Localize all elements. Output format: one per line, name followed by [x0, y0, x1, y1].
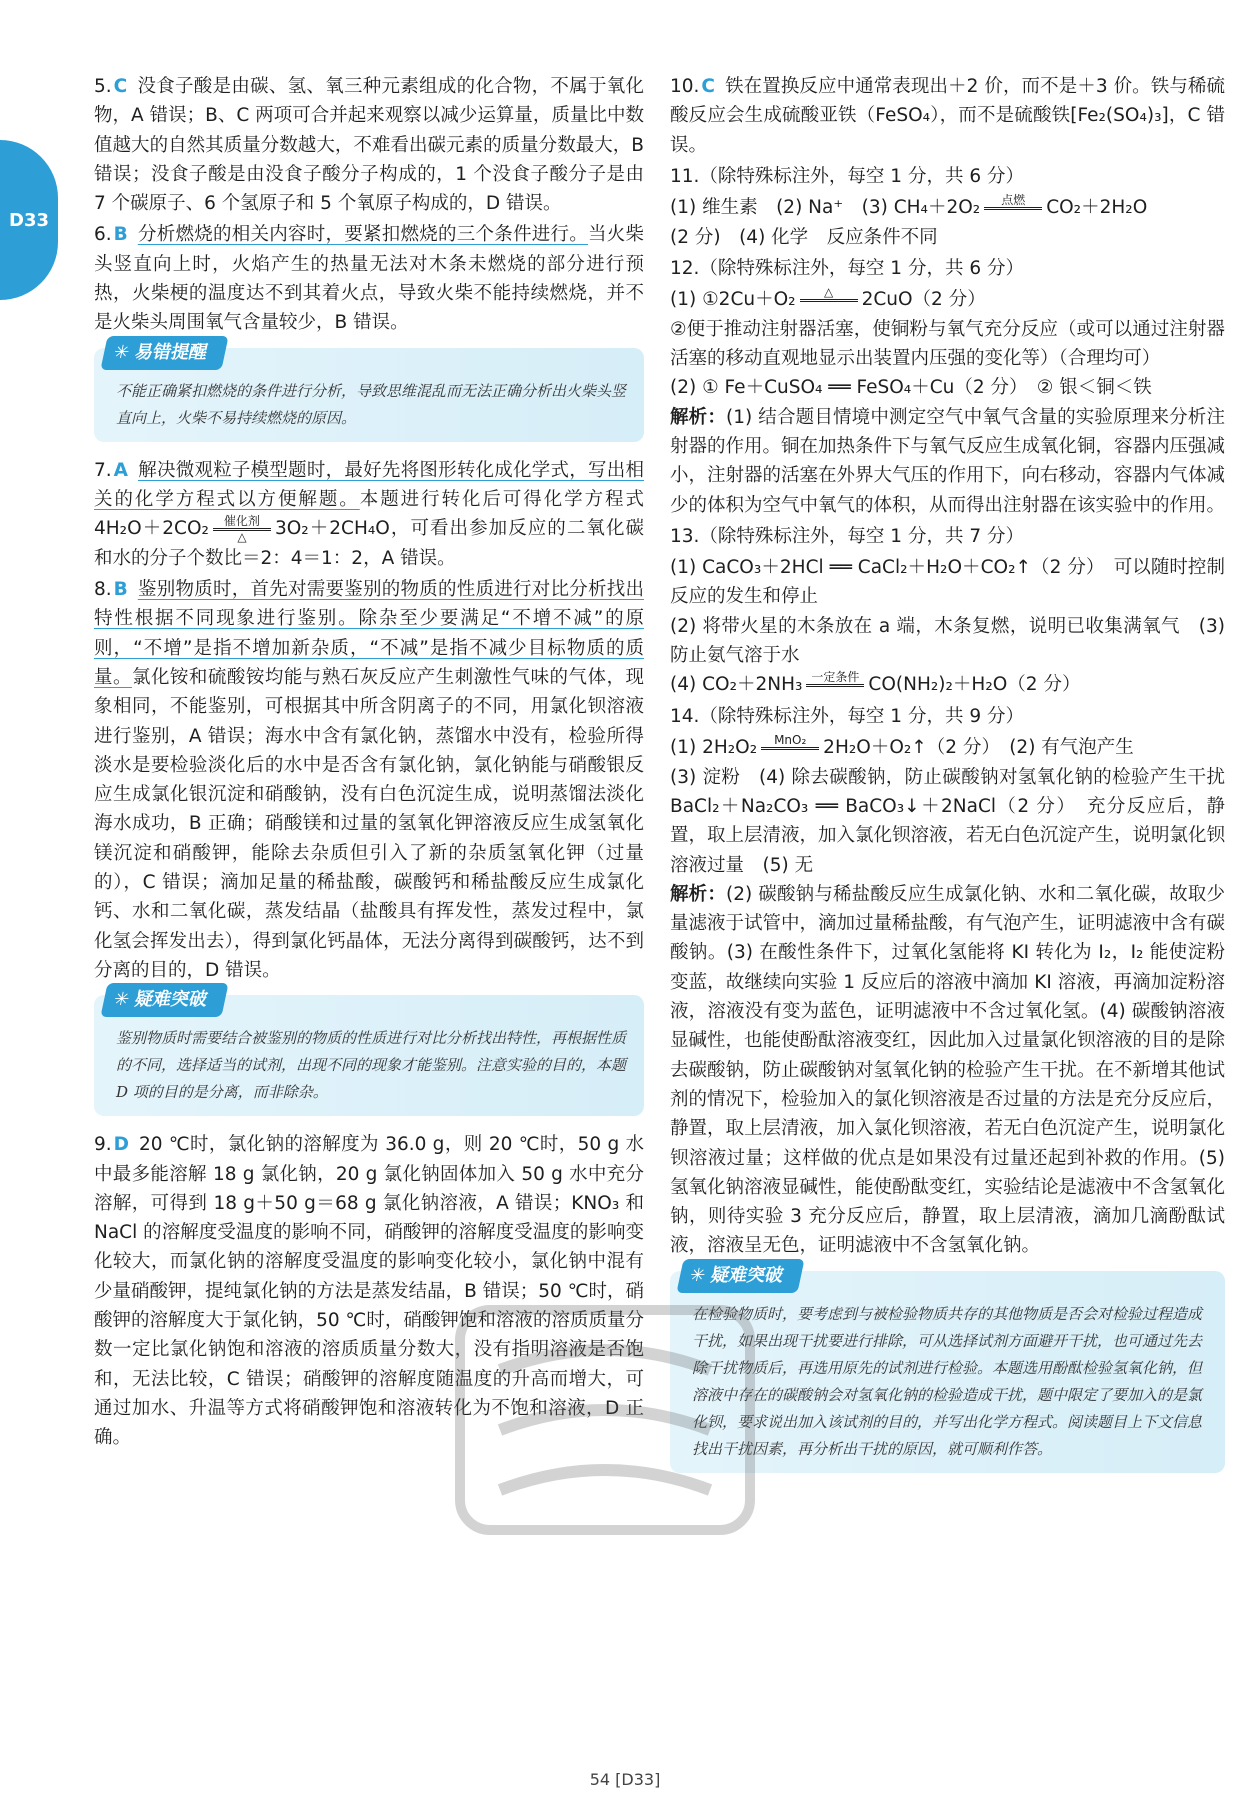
reaction-arrow: 点燃	[984, 194, 1042, 223]
page-number: 54	[589, 1770, 611, 1789]
sparkle-icon: ✳	[687, 1264, 708, 1286]
sparkle-icon: ✳	[111, 989, 132, 1011]
tip-title: ✳疑难突破	[100, 983, 228, 1017]
tip-box-difficulty-2: ✳疑难突破 在检验物质时，要考虑到与被检验物质共存的其他物质是否会对检验过程造成干扰，如果出现干扰要进行排除，可从选择试剂方面避开干扰，也可通过先去除干扰物质后，再选用原先的试剂进行检验。本题选用酚酞检验氢氧化钠，但溶液中存在的碳酸钠会对氢氧化钠的检验造成干扰，题中限定了要加入的是氯化钡，要求说出加入该试剂的目的，并写出化学方程式。阅读题目上下文信息找出干扰因素，再分析出干扰的原因，就可顺利作答。	[670, 1271, 1225, 1473]
reaction-arrow: 一定条件	[806, 671, 864, 700]
reaction-arrow: MnO₂	[761, 734, 819, 763]
answer-13-heading: 13.（除特殊标注外，每空 1 分，共 7 分）	[670, 525, 1024, 547]
answer-8: 8. B 鉴别物质时，首先对需要鉴别的物质的性质进行对比分析找出特性根据不同现象进行鉴别。除杂至少要满足“不增不减”的原则，“不增”是指不增加新杂质，“不减”是指不减少目标物质的质量。氯化铵和硫酸铵均能与熟石灰反应产生刺激性气味的气体，现象相同，不能鉴别，可根据其中所含阴离子的不同，用氯化钡溶液进行鉴别，A 错误；海水中含有氯化钠，蒸馏水中没有，检验所得淡水是要检验淡化后的水中是否含有氯化钠，氯化钠能与硝酸银反应生成氯化银沉淀和硝酸钠，没有白色沉淀生成，说明蒸馏法淡化海水成功，B 正确；硝酸镁和过量的氢氧化钾溶液反应生成氢氧化镁沉淀和硝酸钾，能除去杂质但引入了新的杂质氢氧化钾（过量的），C 错误；滴加足量的稀盐酸，碳酸钙和稀盐酸反应生成氯化钙、水和二氧化碳，蒸发结晶（盐酸具有挥发性，蒸发过程中，氯化氢会挥发出去），得到氯化钙晶体，无法分离得到碳酸钙，达不到分离的目的，D 错误。	[94, 579, 644, 981]
answer-letter: C	[701, 76, 715, 97]
answer-5: 5. C 没食子酸是由碳、氢、氧三种元素组成的化合物，不属于氧化物，A 错误；B、C 两项可合并起来观察以减少运算量，质量比中数值越大的自然其质量分数越大，不难看出碳元素的质量分数最大，B 错误；没食子酸是由没食子酸分子构成的，1 个没食子酸分子是由 7 个碳原子、6 个氢原子和 5 个氧原子构成的，D 错误。	[94, 76, 644, 215]
answer-6: 6. B 分析燃烧的相关内容时，要紧扣燃烧的三个条件进行。当火柴头竖直向上时，火焰产生的热量无法对木条未燃烧的部分进行预热，火柴梗的温度达不到其着火点，导致火柴不能持续燃烧，并不是火柴头周围氧气含量较少，B 错误。	[94, 224, 644, 334]
page-code: D33	[621, 1770, 655, 1789]
answer-letter: A	[113, 459, 128, 481]
chapter-tab-label: D33	[9, 209, 49, 231]
tip-title: ✳易错提醒	[100, 336, 228, 370]
answer-letter: C	[113, 76, 128, 97]
tip-box-error: ✳易错提醒 不能正确紧扣燃烧的条件进行分析，导致思维混乱而无法正确分析出火柴头竖直向上，火柴不易持续燃烧的原因。	[94, 348, 644, 442]
answer-letter: D	[113, 1134, 130, 1156]
answer-14: (1) 2H₂O₂ MnO₂ 2H₂O＋O₂↑（2 分） (2) 有气泡产生 (3) 淀粉 (4) 除去碳酸钠，防止碳酸钠对氢氧化钠的检验产生干扰 BaCl₂＋Na₂CO₃ ══ BaCO₃↓＋2NaCl（2 分） 充分反应后，静置，取上层清液，加入氯化钡溶液，若无白色沉淀产生，说明氯化钡溶液过量 (5) 无 解析：(2) 碳酸钠与稀盐酸反应生成氯化钠、水和二氧化碳，故取少量滤液于试管中，滴加过量稀盐酸，有气泡产生，证明滤液中含有碳酸钠。(3) 在酸性条件下，过氧化氢能将 KI 转化为 I₂，I₂ 能使淀粉变蓝，故继续向实验 1 反应后的溶液中滴加 KI 溶液，再滴加淀粉溶液，溶液没有变为蓝色，证明滤液中不含过氧化氢。(4) 碳酸钠溶液显碱性，也能使酚酞溶液变红，因此加入过量氯化钡溶液的目的是除去碳酸钠，防止碳酸钠对氢氧化钠的检验产生干扰。在不新增其他试剂的情况下，检验加入的氯化钡溶液是否过量的方法是充分反应后，静置，取上层清液，加入氯化钡溶液，若无白色沉淀产生，说明氯化钡溶液过量；这样做的优点是如果没有过量还起到补救的作用。(5) 氢氧化钠溶液显碱性，能使酚酞变红，实验结论是滤液中不含氢氧化钠，则待实验 3 充分反应后，静置，取上层清液，滴加几滴酚酞试液，溶液呈无色，证明滤液中不含氢氧化钠。	[670, 732, 1244, 1257]
answer-11: (1) 维生素 (2) Na⁺ (3) CH₄＋2O₂ 点燃 CO₂＋2H₂O (2 分) (4) 化学 反应条件不同	[670, 192, 1148, 248]
reaction-arrow: △	[800, 286, 858, 315]
page-footer: 54 [D33]	[589, 1770, 661, 1789]
reaction-arrow: 催化剂 △	[213, 515, 271, 544]
answer-11-heading: 11.（除特殊标注外，每空 1 分，共 6 分）	[670, 165, 1024, 187]
tip-title: ✳疑难突破	[676, 1259, 804, 1293]
answer-letter: B	[113, 224, 128, 246]
sparkle-icon: ✳	[111, 341, 132, 363]
tip-box-difficulty: ✳疑难突破 鉴别物质时需要结合被鉴别的物质的性质进行对比分析找出特性，再根据性质的不同，选择适当的试剂，出现不同的现象才能鉴别。注意实验的目的，本题 D 项的目的是分离，而非除杂。	[94, 995, 644, 1116]
answer-letter: B	[113, 579, 128, 601]
answer-12-heading: 12.（除特殊标注外，每空 1 分，共 6 分）	[670, 257, 1024, 279]
left-column	[94, 72, 644, 1454]
answer-10: 10. C 铁在置换反应中通常表现出＋2 价，而不是＋3 价。铁与稀硫酸反应会生成硫酸亚铁（FeSO₄），而不是硫酸铁[Fe₂(SO₄)₃]，C 错误。	[670, 76, 1225, 156]
answer-14-heading: 14.（除特殊标注外，每空 1 分，共 9 分）	[670, 705, 1024, 727]
right-column	[670, 72, 1244, 1487]
answer-9: 9. D 20 ℃时，氯化钠的溶解度为 36.0 g，则 20 ℃时，50 g 水中最多能溶解 18 g 氯化钠，20 g 氯化钠固体加入 50 g 水中充分溶解，可得到 18 g＋50 g＝68 g 氯化钠溶液，A 错误；KNO₃ 和 NaCl 的溶解度受温度的影响不同，硝酸钾的溶解度受温度的影响变化较大，而氯化钠的溶解度受温度的影响变化较小，氯化钠中混有少量硝酸钾，提纯氯化钠的方法是蒸发结晶，B 错误；50 ℃时，硝酸钾的溶解度大于氯化钠，50 ℃时，硝酸钾饱和溶液的溶质质量分数一定比氯化钠饱和溶液的溶质质量分数大，没有指明溶液是否饱和，无法比较，C 错误；硝酸钾的溶解度随温度的升高而增大，可通过加水、升温等方式将硝酸钾饱和溶液转化为不饱和溶液，D 正确。	[94, 1134, 644, 1449]
answer-13: (1) CaCO₃＋2HCl ══ CaCl₂＋H₂O＋CO₂↑（2 分） 可以随时控制反应的发生和停止 (2) 将带火星的木条放在 a 端，木条复燃，说明已收集满氧气 (3) 防止氨气溶于水 (4) CO₂＋2NH₃ 一定条件 CO(NH₂)₂＋H₂O（2 分）	[670, 553, 1225, 700]
answer-12: (1) ①2Cu＋O₂ △ 2CuO（2 分） ②便于推动注射器活塞，使铜粉与氧气充分反应（或可以通过注射器活塞的移动直观地显示出装置内压强的变化等）（合理均可） (2) ① Fe＋CuSO₄ ══ FeSO₄＋Cu（2 分） ② 银＜铜＜铁 解析：(1) 结合题目情境中测定空气中氧气含量的实验原理来分析注射器的作用。铜在加热条件下与氧气反应生成氧化铜，容器内压强减小，注射器的活塞在外界大气压的作用下，向右移动，容器内气体减少的体积为空气中氧气的体积，从而得出注射器在该实验中的作用。	[670, 284, 1226, 516]
answer-7: 7. A 解决微观粒子模型题时，最好先将图形转化成化学式，写出相关的化学方程式以方便解题。本题进行转化后可得化学方程式 4H₂O＋2CO₂ 催化剂 △ 3O₂＋2CH₄O，可看出参加反应的二氧化碳和水的分子个数比＝2：4＝1：2，A 错误。	[94, 459, 645, 569]
chapter-tab	[0, 140, 58, 300]
